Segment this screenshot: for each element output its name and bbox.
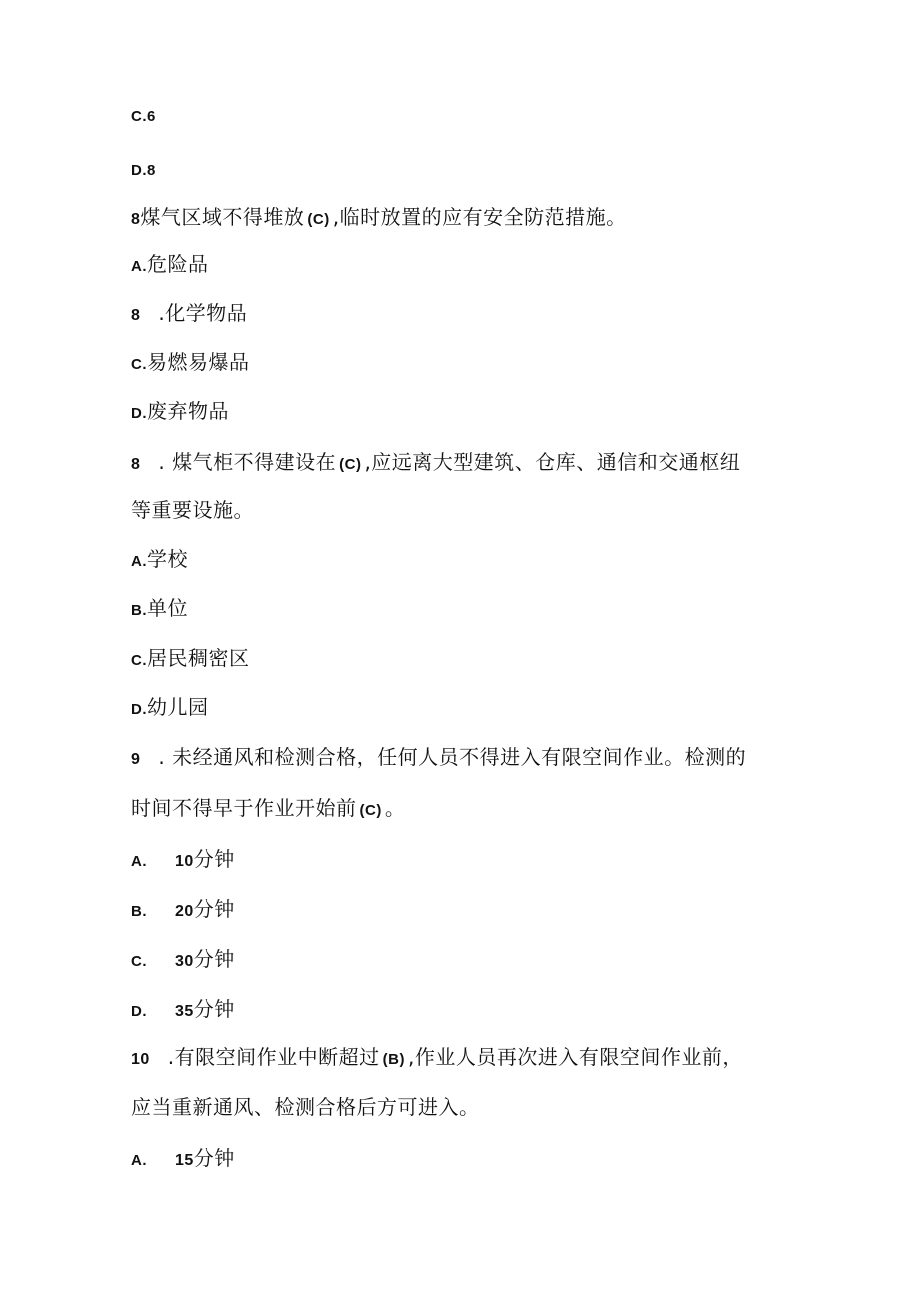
option-text: 学校 (147, 547, 188, 571)
question-9 (131, 743, 746, 774)
option-label: D.8 (131, 162, 156, 179)
option-value: 10 (175, 853, 194, 870)
question-text-post: ,临时放置的应有安全防范措施。 (332, 205, 627, 229)
question-10 (131, 1043, 743, 1074)
option-b (131, 895, 235, 926)
option-text: 幼儿园 (147, 695, 209, 719)
answer-mark: (C) (307, 211, 330, 228)
option-value: 20 (175, 903, 194, 920)
question-continuation (131, 1093, 480, 1121)
option-value: 35 (175, 1003, 194, 1020)
question-number: 8 (131, 211, 141, 228)
option-label: 8 (131, 307, 141, 324)
question-text-pre: . 未经通风和检测合格，任何人员不得进入有限空间作业。检测的 (158, 745, 747, 769)
answer-mark: (B) (382, 1051, 405, 1068)
option-b (131, 299, 247, 330)
question-continuation (131, 496, 254, 524)
option-a (131, 250, 209, 281)
option-c-prev (131, 100, 156, 131)
option-text: 单位 (147, 596, 188, 620)
option-label: C. (131, 953, 147, 970)
option-label: A. (131, 553, 147, 570)
question-text: 应当重新通风、检测合格后方可进入。 (131, 1095, 480, 1119)
option-label: D. (131, 701, 147, 718)
question-text-pre: . 煤气柜不得建设在 (158, 450, 337, 474)
option-label: C.6 (131, 108, 156, 125)
option-c (131, 644, 250, 675)
option-text: 分钟 (193, 847, 235, 871)
option-d (131, 693, 209, 724)
option-a (131, 845, 235, 876)
option-a (131, 545, 188, 576)
option-c (131, 945, 235, 976)
option-label: A. (131, 853, 147, 870)
option-a (131, 1144, 235, 1175)
option-text: 分钟 (193, 897, 235, 921)
question-number: 10 (131, 1051, 150, 1068)
question-text-post: ,应远离大型建筑、仓库、通信和交通枢纽 (364, 450, 741, 474)
option-c (131, 348, 250, 379)
question-text-pre: 时间不得早于作业开始前 (131, 796, 357, 820)
question-8-gas-area (131, 203, 627, 234)
option-text: 分钟 (193, 997, 235, 1021)
option-label: B. (131, 903, 147, 920)
question-text-pre: 煤气区域不得堆放 (140, 205, 305, 229)
option-label: C. (131, 356, 147, 373)
option-d (131, 397, 229, 428)
option-text: .化学物品 (158, 301, 248, 325)
question-8-gas-holder (131, 448, 740, 479)
option-label: B. (131, 602, 147, 619)
question-text: 等重要设施。 (131, 498, 254, 522)
option-d (131, 995, 235, 1026)
option-text: 分钟 (193, 947, 235, 971)
question-continuation (131, 794, 405, 825)
option-b (131, 594, 188, 625)
option-text: 危险品 (147, 252, 209, 276)
option-text: 居民稠密区 (147, 646, 250, 670)
question-text-pre: .有限空间作业中断超过 (167, 1045, 380, 1069)
option-text: 易燃易爆品 (147, 350, 250, 374)
option-d-prev (131, 154, 156, 185)
option-label: D. (131, 1003, 147, 1020)
answer-mark: (C) (359, 802, 382, 819)
option-label: A. (131, 258, 147, 275)
option-label: C. (131, 652, 147, 669)
question-number: 9 (131, 751, 141, 768)
question-number: 8 (131, 456, 141, 473)
option-value: 15 (175, 1152, 194, 1169)
question-text-post: 。 (384, 796, 406, 820)
option-text: 分钟 (193, 1146, 235, 1170)
option-label: D. (131, 405, 147, 422)
question-text-post: ,作业人员再次进入有限空间作业前， (407, 1045, 743, 1069)
option-label: A. (131, 1152, 147, 1169)
answer-mark: (C) (339, 456, 362, 473)
option-text: 废弃物品 (147, 399, 229, 423)
option-value: 30 (175, 953, 194, 970)
